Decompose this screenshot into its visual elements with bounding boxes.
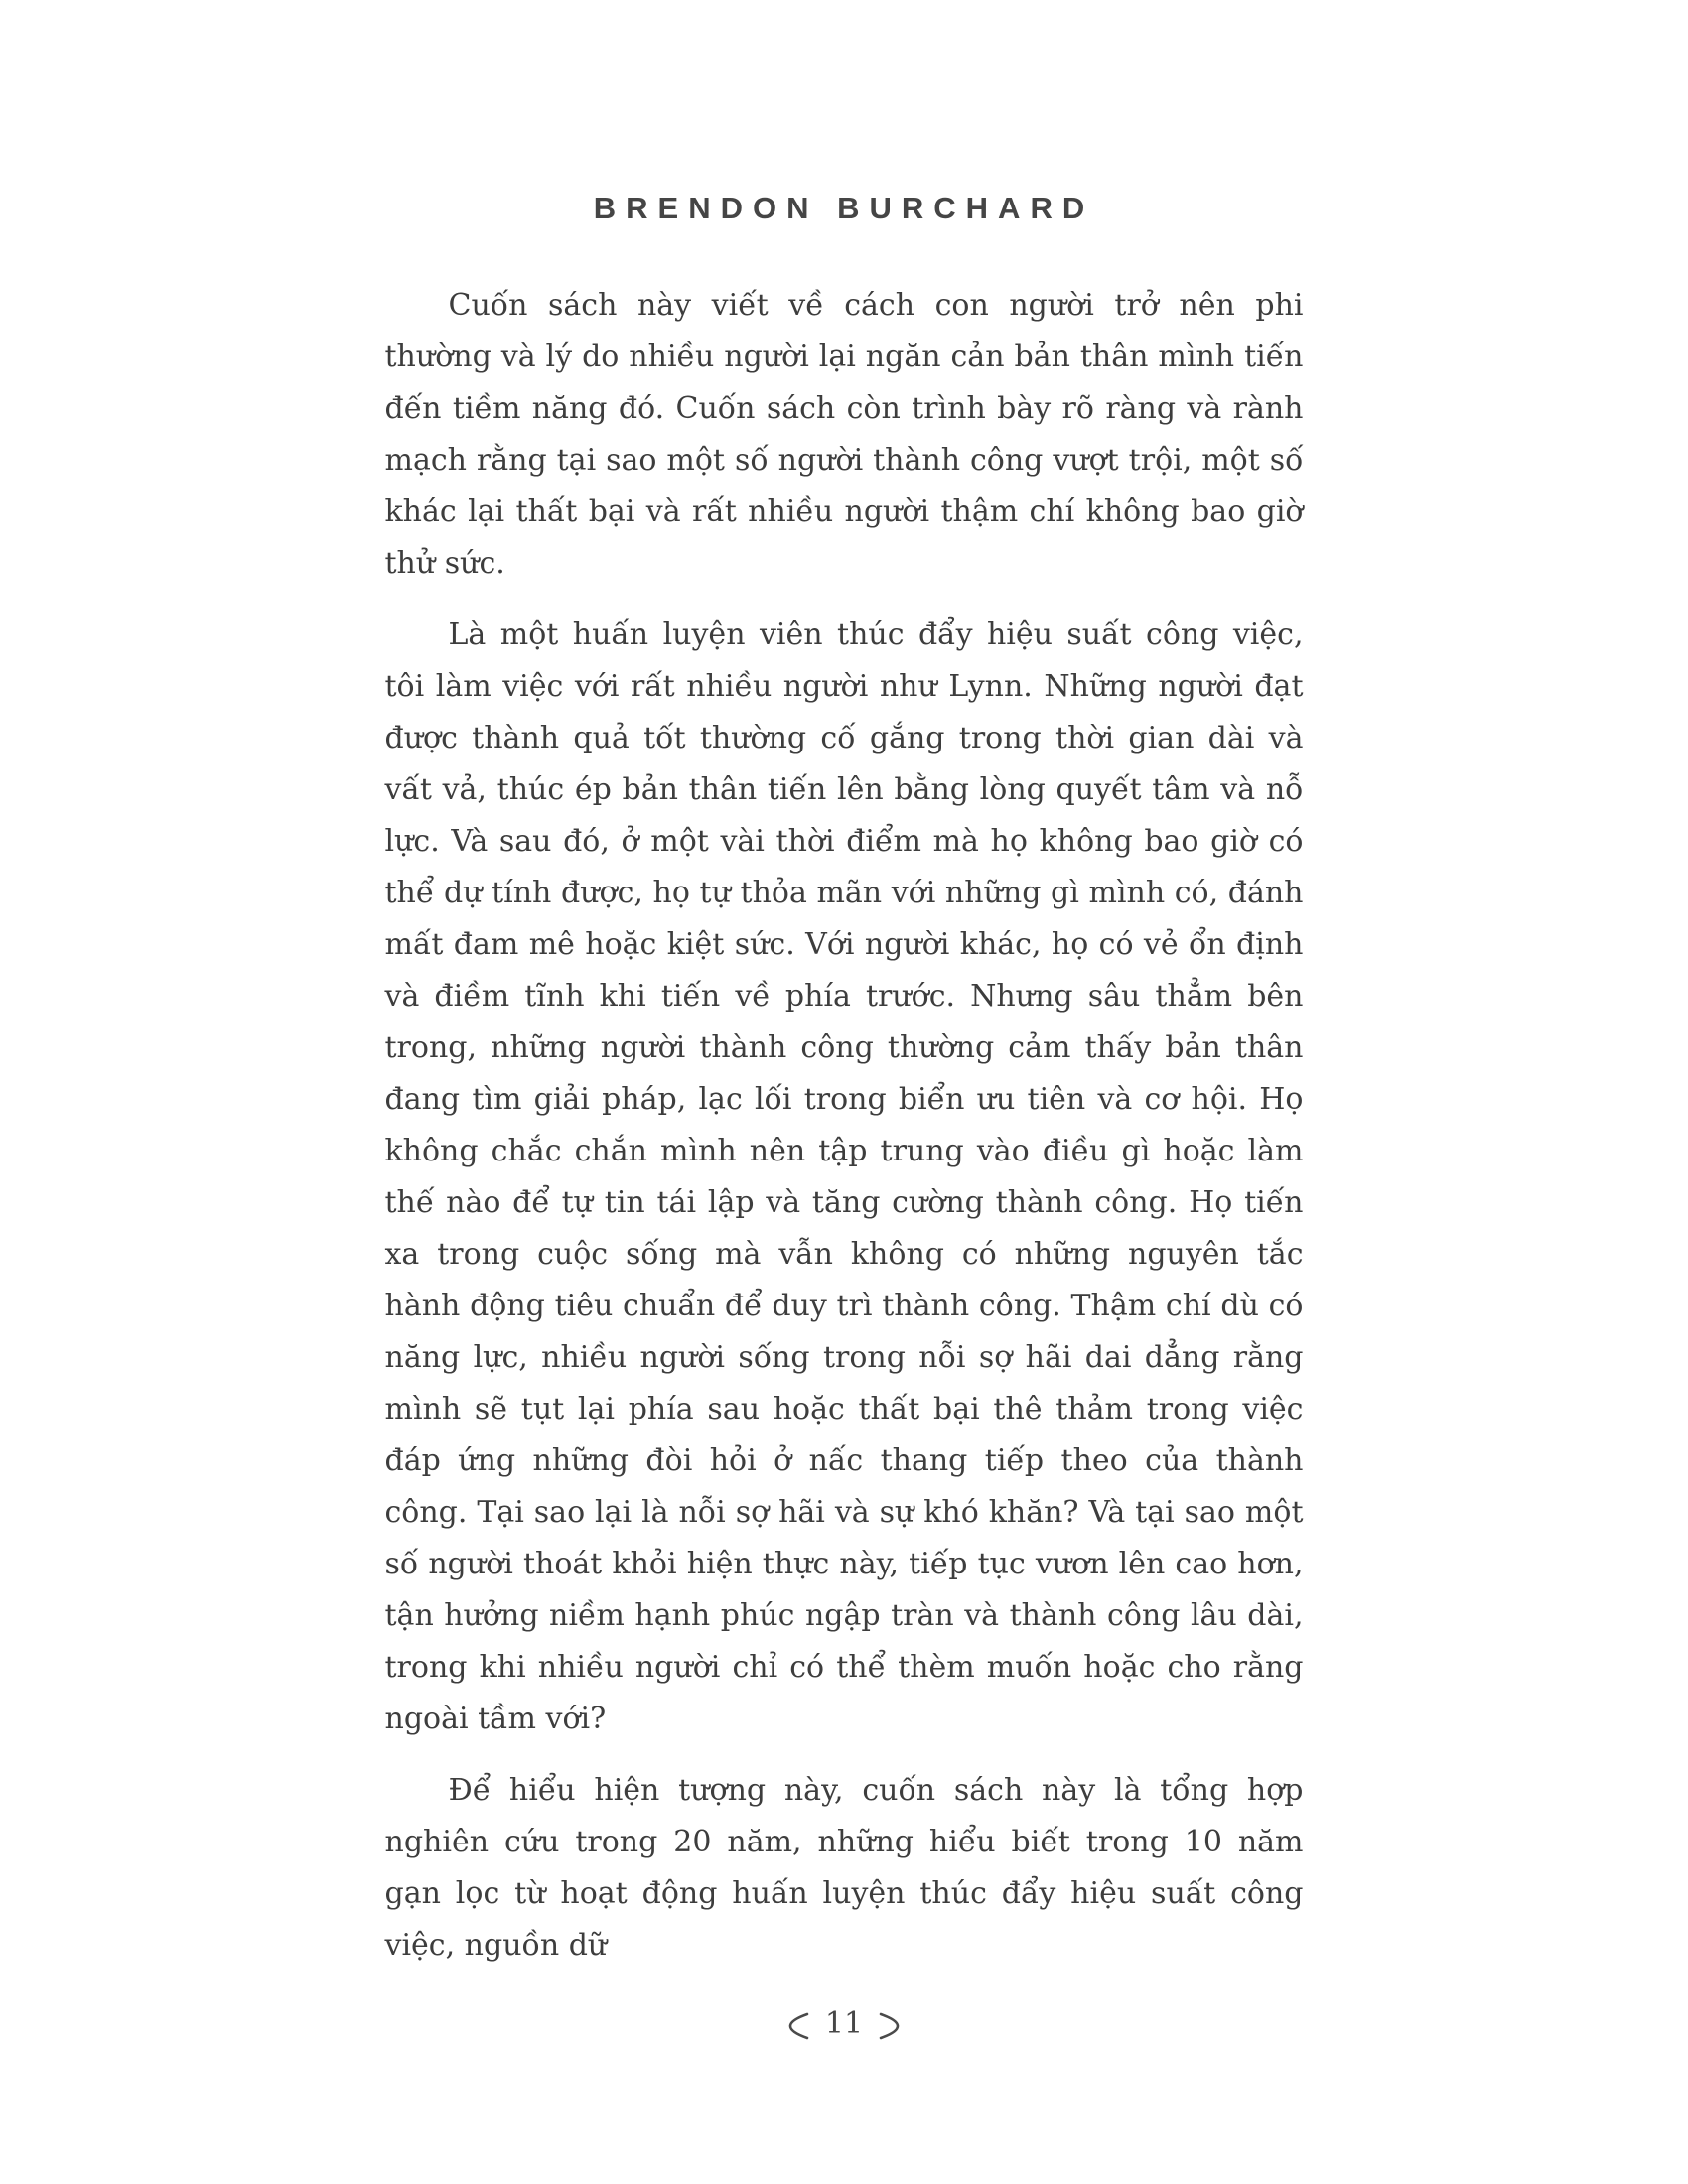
left-bracket-ornament-icon [770,2011,811,2041]
page-content [385,0,1304,2043]
right-bracket-ornament-icon [877,2011,918,2041]
paragraph-3: Để hiểu hiện tượng này, cuốn sách này là tổng hợp nghiên cứu trong 20 năm, những hiểu biết trong 10 năm gạn lọc từ hoạt động huấn luyện thúc đẩy hiệu suất công việc, nguồn dữ [384,1773,1304,1963]
paragraph-2: Là một huấn luyện viên thúc đẩy hiệu suất công việc, tôi làm việc với rất nhiều người như Lynn. Những người đạt được thành quả tốt thường cố gắng trong thời gian dài và vất vả, thúc ép bản thân tiến lên bằng lòng quyết tâm và nỗ lực. Và sau đó, ở một vài thời điểm mà họ không bao giờ có thể dự tính được, họ tự thỏa mãn với những gì mình có, đánh mất đam mê hoặc kiệt sức. Với người khác, họ có vẻ ổn định và điềm tĩnh khi tiến về phía trước. Nhưng sâu thẳm bên trong, những người thành công thường cảm thấy bản thân đang tìm giải pháp, lạc lối trong biển ưu tiên và cơ hội. Họ không chắc chắn mình nên tập trung vào điều gì hoặc làm thế nào để tự tin tái lập và tăng cường thành công. Họ tiến xa trong cuộc sống mà vẫn không có những nguyên tắc hành động tiêu chuẩn để duy trì thành công. Thậm chí dù có năng lực, nhiều người sống trong nỗi sợ hãi dai dẳng rằng mình sẽ tụt lại phía sau hoặc thất bại thê thảm trong việc đáp ứng những đòi hỏi ở nấc thang tiếp theo của thành công. Tại sao lại là nỗi sợ hãi và sự khó khăn? Và tại sao một số người thoát khỏi hiện thực này, tiếp tục vươn lên cao hơn, tận hưởng niềm hạnh phúc ngập tràn và thành công lâu dài, trong khi nhiều người chỉ có thể thèm muốn hoặc cho rằng ngoài tầm với? [384,617,1304,1736]
body-text [385,280,1304,1972]
running-header-author: BRENDON BURCHARD [593,191,1095,225]
page-number: 11 [824,2006,864,2041]
paragraph-1: Cuốn sách này viết về cách con người trở nên phi thường và lý do nhiều người lại ngăn cản bản thân mình tiến đến tiềm năng đó. Cuốn sách còn trình bày rõ ràng và rành mạch rằng tại sao một số người thành công vượt trội, một số khác lại thất bại và rất nhiều người thậm chí không bao giờ thử sức. [384,288,1304,581]
page-number-row [385,2006,1304,2043]
